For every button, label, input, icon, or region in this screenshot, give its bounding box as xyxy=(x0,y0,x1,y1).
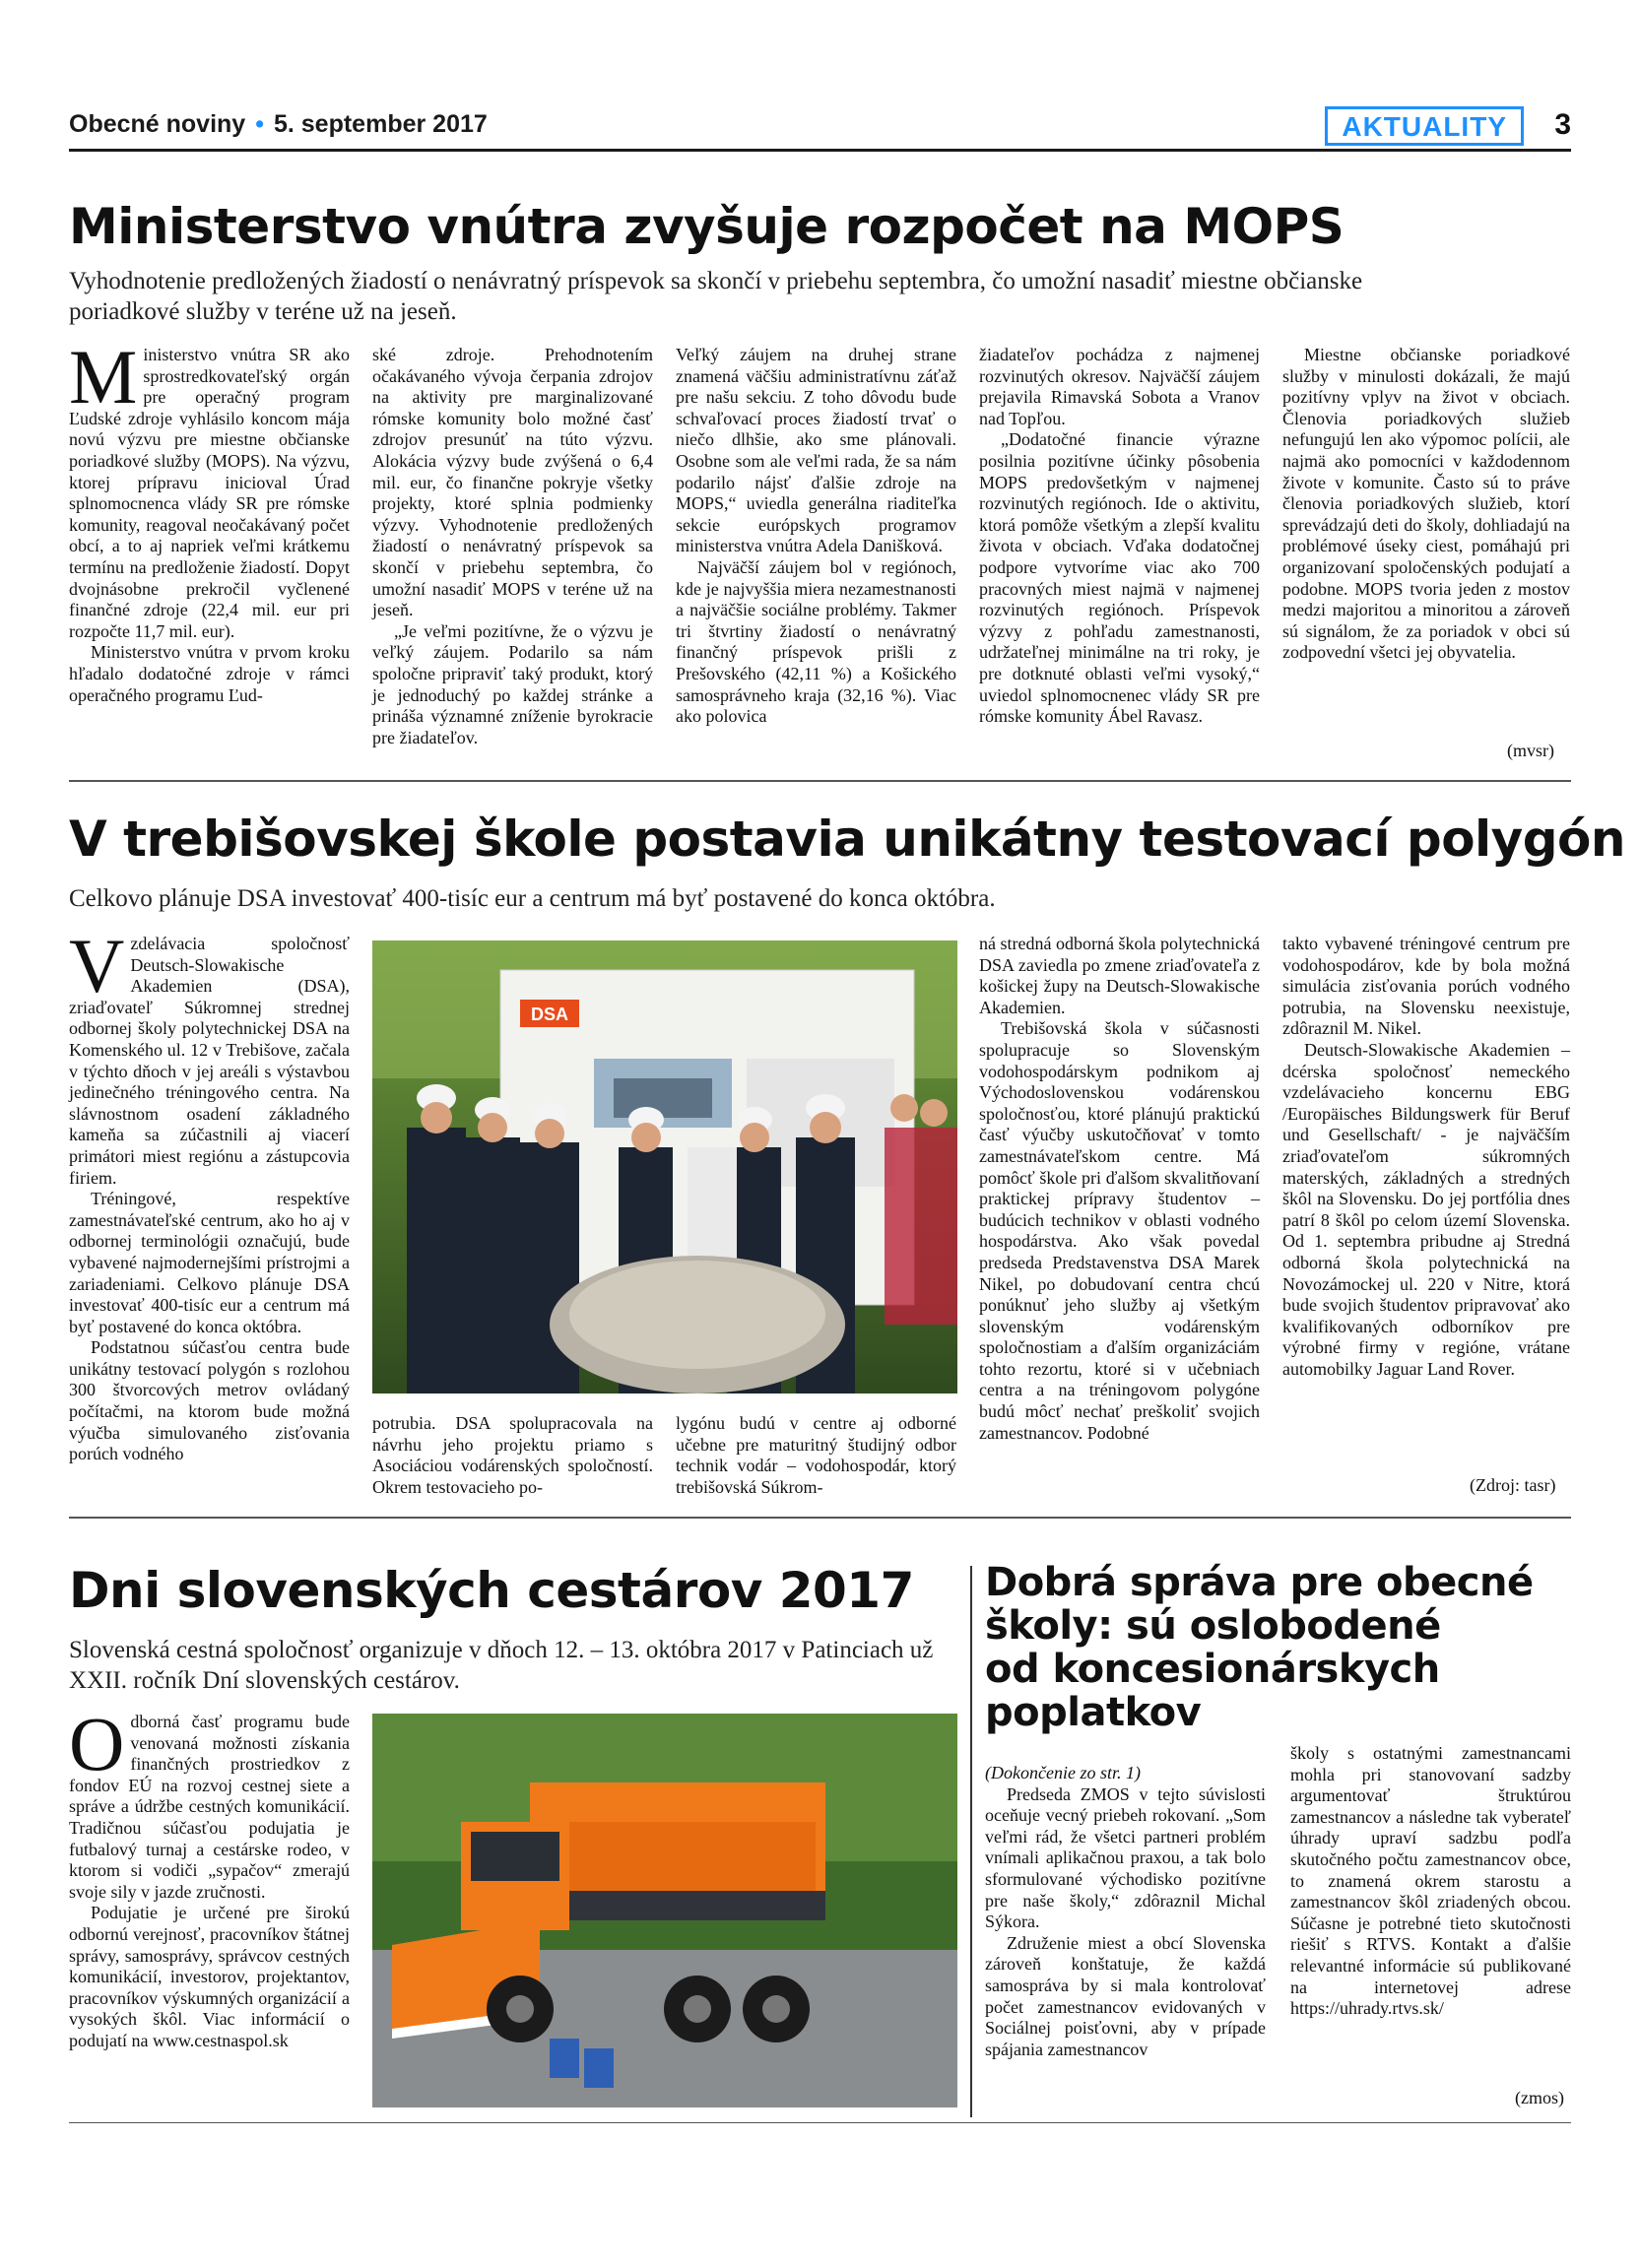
dropcap: V xyxy=(69,923,125,1008)
paragraph: zdelávacia spoločnosť Deutsch-Slowakische Akademien (DSA), zriaďovateľ Súkromnej strednej odbornej školy polytechnickej DSA na Komenského ul. 12 v Trebišove, začala v týchto dňoch v jej areáli s výstavbou jedinečného tréningového centra. Na slávnostnom osadení základného kameňa sa zúčastnili aj viacerí primátori miest regiónu a zástupcovia firiem. xyxy=(69,934,350,1188)
paragraph: Trebišovská škola v súčasnosti spolupracuje so Slovenským vodohospodárskym podnikom aj Východoslovenskou vodárenskou spoločnosťou, ktoré plánujú praktickú časť výučby uskutočňovať v tomto zamestnávateľskom centre. Má pomôcť škole pri ďalšom skvalitňovaní praktickej prípravy študentov – budúcich technikov v oblasti vodného hospodárstva. Ako však povedal predseda Predstavenstva DSA Marek Nikel, po dobudovaní centra chcú ponúknuť jeho služby aj všetkým slovenským vodárenským spoločnostiam a ďalším organizáciám tohto rezortu, ktoré si v učebniach centra a na tréningovom polygóne budú môcť nechať preškoliť svojich zamestnancov. Podobné xyxy=(979,1018,1260,1443)
paragraph: lygónu budú v centre aj odborné učebne pre maturitný študijný odbor technik vodár – vodohospodár, ktorý trebišovská Súkrom- xyxy=(676,1413,956,1497)
article2-col4 xyxy=(979,934,1260,1444)
article4-byline: (zmos) xyxy=(1515,2088,1564,2107)
page-number: 3 xyxy=(1554,108,1571,141)
article1-col1 xyxy=(69,334,350,706)
masthead-left xyxy=(69,110,488,139)
paragraph: ná stredná odborná škola polytechnická DSA zaviedla po zmene zriaďovateľa z košickej župy na Deutsch-Slowakische Akademien. xyxy=(979,934,1260,1017)
paragraph: „Dodatočné financie výrazne posilnia pozitívne účinky pôsobenia MOPS predovšetkým v najmenej rozvinutých regiónoch. Ide o aktivitu, ktorá pomôže všetkým a zlepší kvalitu života v obciach. Vďaka dodatočnej podpore vytvoríme viac ako 700 pracovných miest najmä v najmenej rozvinutých regiónoch. Príspevok výzvy z pohľadu zamestnanosti, udržateľnej minimálne na tri roky, je pre dotknuté oblasti veľmi vysoký,“ uviedol splnomocnenec vlády SR pre rómske komunity Ábel Ravasz. xyxy=(979,429,1260,727)
paragraph: Predseda ZMOS v tejto súvislosti oceňuje vecný priebeh rokovaní. „Som veľmi rád, že všetci partneri problém vnímali aplikačnou praxou, a tak bolo sformulované východisko pozitívne pre naše školy,“ zdôraznil Michal Sýkora. xyxy=(985,1783,1266,1932)
paragraph: Deutsch-Slowakische Akademien – dcérska spoločnosť nemeckého vzdelávacieho koncernu EBG /Europäisches Bildungswerk für Beruf und Gesellschaft/ - je najväčším zriaďovateľom súkromných materských, základných a stredných škôl na Slovensku. Do jej portfólia dnes patrí 8 škôl po celom území Slovenska. Od 1. septembra pribudne aj Stredná odborná škola polytechnická na Novozámockej ul. 220 v Nitre, ktorá bude svojich študentov pripravovať ako kvalifikovaných odborníkov pre výrobné firmy v regióne, vrátane automobilky Jaguar Land Rover. xyxy=(1282,1039,1570,1379)
article2-col1 xyxy=(69,923,350,1465)
headline-line: školy: sú oslobodené xyxy=(985,1603,1441,1649)
article4-col1 xyxy=(985,1763,1266,2060)
column-divider xyxy=(970,1566,972,2117)
snowplow-truck-photo xyxy=(372,1714,957,2107)
masthead xyxy=(69,106,1571,152)
article2-byline: (Zdroj: tasr) xyxy=(1470,1475,1556,1495)
article1-headline: Ministerstvo vnútra zvyšuje rozpočet na MOPS xyxy=(69,198,1345,255)
dropcap: M xyxy=(69,334,138,420)
paragraph: Podstatnou súčasťou centra bude unikátny testovací polygón s rozlohou 300 štvorcových metrov ovládaný počítačmi, na ktorom bude možná výučba simulovaného zisťovania porúch vodného xyxy=(69,1337,350,1464)
paragraph: školy s ostatnými zamestnancami mohla pri stanovovaní sadzby argumentovať štruktúrou zamestnancov a následne tak vyberateľ úhrady upraví sadzbu podľa skutočného počtu zamestnancov obce, to znamená okrem starostu a zamestnancov škôl zriadených obcou. Súčasne je potrebné tieto skutočnosti riešiť s RTVS. Kontakt a ďalšie relevantné informácie sú publikované na internetovej adrese https://uhrady.rtvs.sk/ xyxy=(1290,1743,1571,2019)
article4-headline xyxy=(985,1561,1534,1734)
article3-col1 xyxy=(69,1701,350,2052)
paragraph: dborná časť programu bude venovaná možnosti získania finančných prostriedkov z fondov EÚ na rozvoj cestnej siete a správe a údržbe cestných komunikácií. Tradičnou súčasťou podujatia je futbalový turnaj a cestárske rodeo, v ktorom si vodiči „sypačov“ zmerajú svoje sily v jazde zručnosti. xyxy=(69,1712,350,1902)
article2-col5 xyxy=(1282,934,1570,1380)
headline-line: poplatkov xyxy=(985,1690,1202,1735)
paragraph: Najväčší záujem bol v regiónoch, kde je najvyššia miera nezamestnanosti a najväčšie sociálne problémy. Takmer tri štvrtiny žiadostí o nenávratný finančný príspevok prišli z Prešovského (42,11 %) a Košického samosprávneho kraja (32,16 %). Viac ako polovica xyxy=(676,556,956,727)
article2-col3 xyxy=(676,1413,956,1498)
paragraph: ské zdroje. Prehodnotením očakávaného vývoja čerpania zdrojov na aktivity pre marginalizované rómske komunity bolo možné časť zdrojov presunúť na túto výzvu. Alokácia výzvy bude zvýšená o 6,4 mil. eur, čo finančne pokryje všetky projekty, ktoré splnia podmienky výzvy. Vyhodnotenie predložených žiadostí o nenávratný príspevok sa skončí v priebehu septembra, čo umožní nasadiť MOPS v teréne už na jeseň. xyxy=(372,345,653,620)
headline-line: Dobrá správa pre obecné xyxy=(985,1560,1534,1605)
paper-name: Obecné noviny xyxy=(69,110,246,138)
article1-col5 xyxy=(1282,345,1570,664)
paragraph: „Je veľmi pozitívne, že o výzvu je veľký záujem. Podarilo sa nám spoločne pripraviť taký produkt, ktorý je jednoduchý po každej stránke a prináša významné zníženie byrokracie pre žiadateľov. xyxy=(372,620,653,747)
paragraph: Ministerstvo vnútra v prvom kroku hľadalo dodatočné zdroje v rámci operačného programu Ľud- xyxy=(69,642,350,705)
section-label: AKTUALITY xyxy=(1325,106,1524,146)
article2-deck: Celkovo plánuje DSA investovať 400-tisíc eur a centrum má byť postavené do konca októbra. xyxy=(69,885,996,912)
dropcap: O xyxy=(69,1701,125,1786)
divider xyxy=(69,780,1571,782)
ceremony-photo xyxy=(372,940,957,1393)
article4-col2 xyxy=(1290,1743,1571,2020)
continued-note: (Dokončenie zo str. 1) xyxy=(985,1763,1141,1782)
paragraph: žiadateľov pochádza z najmenej rozvinutých okresov. Najväčší záujem prejavila Rimavská Sobota a Vranov nad Topľou. xyxy=(979,345,1260,428)
article2-col2 xyxy=(372,1413,653,1498)
divider xyxy=(69,1517,1571,1519)
paragraph: Miestne občianske poriadkové služby v minulosti dokázali, že majú pozitívny vplyv na život v obciach. Členovia poriadkových služieb nefungujú len ako výpomoc polícii, ale najmä ako pomocníci v každodennom živote v komunite. Často sú to práve členovia poriadkových služieb, ktorí sprevádzajú deti do školy, dohliadajú na problémové úseky ciest, pomáhajú pri organizovaní spoločenských podujatí a podobne. MOPS tvoria jeden z mostov medzi majoritou a minoritou a zároveň sú signálom, že za poriadok v obci sú zodpovední všetci jej obyvatelia. xyxy=(1282,345,1570,663)
paragraph: potrubia. DSA spolupracovala na návrhu jeho projektu priamo s Asociáciou vodárenských spoločností. Okrem testovacieho po- xyxy=(372,1413,653,1497)
article3-headline: Dni slovenských cestárov 2017 xyxy=(69,1562,914,1619)
article3-deck: Slovenská cestná spoločnosť organizuje v dňoch 12. – 13. októbra 2017 v Patinciach už XXII. ročník Dní slovenských cestárov. xyxy=(69,1637,934,1694)
paragraph: inisterstvo vnútra SR ako sprostredkovateľský orgán pre operačný program Ľudské zdroje vyhlásilo koncom mája novú výzvu pre miestne občianske poriadkové služby (MOPS). Na výzvu, ktorej prípravu inicioval Úrad splnomocnenca vlády SR pre rómske komunity, reagoval neočakávaný počet obcí, a to aj napriek veľmi krátkemu termínu na predloženie žiadostí. Dopyt dvojnásobne prekročil vyčlenené finančné zdroje (22,4 mil. eur pri rozpočte 11,7 mil. eur). xyxy=(69,345,350,641)
separator-dot: • xyxy=(255,110,264,138)
sign-logo: DSA xyxy=(530,1004,569,1024)
article1-col2 xyxy=(372,345,653,748)
paragraph: Tréningové, respektíve zamestnávateľské centrum, ako ho aj v odbornej terminológii označujú, bude vybavené najmodernejšími prístrojmi a zariadeniami. Celkovo plánuje DSA investovať 400-tisíc eur a centrum má byť postavené do konca októbra. xyxy=(69,1189,350,1336)
headline-line: od koncesionárskych xyxy=(985,1647,1440,1692)
bottom-divider xyxy=(69,2122,1571,2123)
issue-date: 5. september 2017 xyxy=(273,110,488,138)
paragraph: Podujatie je určené pre širokú odbornú verejnosť, pracovníkov štátnej správy, samosprávy, správcov cestných komunikácií, investorov, projektantov, pracovníkov výskumných organizácií a vysokých škôl. Viac informácií o podujatí na www.cestnaspol.sk xyxy=(69,1903,350,2050)
paragraph: takto vybavené tréningové centrum pre vodohospodárov, kde by bola možná simulácia zisťovania porúch vodného potrubia, na Slovensku neexistuje, zdôraznil M. Nikel. xyxy=(1282,934,1570,1039)
article1-col3 xyxy=(676,345,956,728)
article1-col4 xyxy=(979,345,1260,728)
paragraph: Veľký záujem na druhej strane znamená väčšiu administratívnu záťaž pre našu sekciu. Z toho dôvodu bude schvaľovací proces žiadostí trvať o niečo dlhšie, ako sme plánovali. Osobne som ale veľmi rada, že sa nám podarilo nájsť ďalšie zdroje na MOPS,“ uviedla generálna riaditeľka sekcie európskych programov ministerstva vnútra Adela Danišková. xyxy=(676,345,956,556)
article1-byline: (mvsr) xyxy=(1507,741,1554,760)
article2-headline: V trebišovskej škole postavia unikátny testovací polygón xyxy=(69,810,1626,868)
paragraph: Združenie miest a obcí Slovenska zároveň konštatuje, že každá samospráva by si mala kontrolovať počet zamestnancov evidovaných v Sociálnej poisťovni, aby v prípade spájania zamestnancov xyxy=(985,1932,1266,2059)
article1-deck: Vyhodnotenie predložených žiadostí o nenávratný príspevok sa skončí v priebehu septembra, čo umožní nasadiť miestne občianske poriadkové služby v teréne už na jeseň. xyxy=(69,268,1363,325)
